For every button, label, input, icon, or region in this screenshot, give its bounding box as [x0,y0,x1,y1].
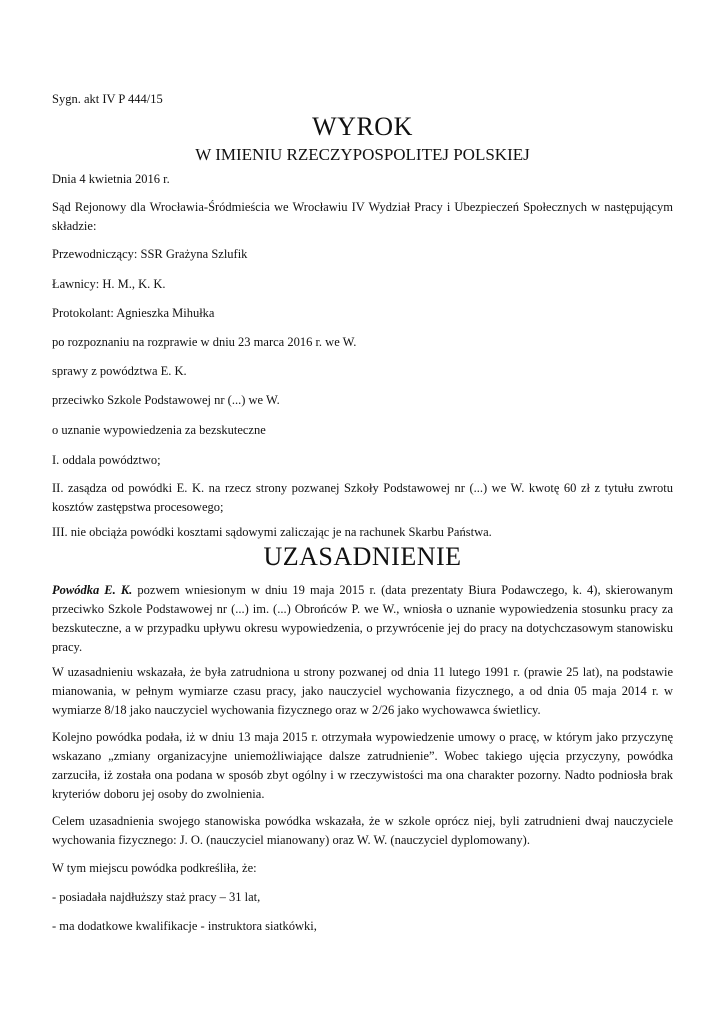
justification-paragraph-3: Kolejno powódka podała, iż w dniu 13 maja 2015 r. otrzymała wypowiedzenie umowy o pracę, w którym jako przyczynę wskazano „zmiany organizacyjne uniemożliwiające dalsze zatrudnienie”. Wobec takiego ujęcia przyczyny, powódka zarzuciła, iż została ona podana w sposób zbyt ogólny i w rzeczywistości ma ona charakter pozorny. Nadto podniosła brak kryteriów doboru jej osoby do zwolnienia. [52,730,673,801]
verdict-title: WYROK [312,112,413,141]
case-defendant: przeciwko Szkole Podstawowej nr (...) we W. [52,393,280,407]
hearing-date: po rozpoznaniu na rozprawie w dniu 23 marca 2016 r. we W. [52,335,357,349]
justification-paragraph-1 [52,581,673,657]
ruling-point-1: I. oddala powództwo; [52,453,161,467]
ruling-point-3: III. nie obciąża powódki kosztami sądowymi zaliczając je na rachunek Skarbu Państwa. [52,525,492,539]
paragraph-1-text: pozwem wniesionym w dniu 19 maja 2015 r. (data prezentaty Biura Podawczego, k. 4), skierowanym przeciwko Szkole Podstawowej nr (...) im. (...) Obrońców P. we W., wniosła o uznanie wypowiedzenia stosunku pracy za bezskuteczne, a w przypadku upływu okresu wypowiedzenia, o przywrócenie jej do pracy na dotychczasowym stanowisku pracy. [52,583,673,654]
verdict-subtitle: W IMIENIU RZECZYPOSPOLITEJ POLSKIEJ [195,145,530,164]
justification-paragraph-5: W tym miejscu powódka podkreśliła, że: [52,861,257,875]
justification-paragraph-2: W uzasadnieniu wskazała, że była zatrudniona u strony pozwanej od dnia 11 lutego 1991 r. (prawie 25 lat), na podstawie mianowania, w pełnym wymiarze czasu pracy, jako nauczyciel wychowania fizycznego, a od dnia 05 maja 2014 r. w wymiarze 8/18 jako nauczyciel wychowania fizycznego oraz w 2/26 jako wychowawca świetlicy. [52,665,673,717]
presiding-judge: Przewodniczący: SSR Grażyna Szlufik [52,247,248,261]
plaintiff-lead: Powódka E. K. [52,583,133,597]
justification-paragraph-4: Celem uzasadnienia swojego stanowiska powódka wskazała, że w szkole oprócz niej, byli zatrudnieni dwaj nauczyciele wychowania fizycznego: J. O. (nauczyciel mianowany) oraz W. W. (nauczyciel dyplomowany). [52,814,673,847]
court-clerk: Protokolant: Agnieszka Mihułka [52,306,215,320]
argument-item-2: - ma dodatkowe kwalifikacje - instruktora siatkówki, [52,919,317,933]
case-plaintiff: sprawy z powództwa E. K. [52,364,187,378]
court-composition: Sąd Rejonowy dla Wrocławia-Śródmieścia we Wrocławiu IV Wydział Pracy i Ubezpieczeń Społecznych w następującym składzie: [52,200,673,233]
lay-judges: Ławnicy: H. M., K. K. [52,277,166,291]
case-subject: o uznanie wypowiedzenia za bezskuteczne [52,423,266,437]
ruling-point-2: II. zasądza od powódki E. K. na rzecz strony pozwanej Szkoły Podstawowej nr (...) we W. kwotę 60 zł z tytułu zwrotu kosztów zastępstwa procesowego; [52,481,673,514]
case-signature: Sygn. akt IV P 444/15 [52,92,163,106]
justification-title: UZASADNIENIE [263,542,462,571]
argument-item-1: - posiadała najdłuższy staż pracy – 31 lat, [52,890,261,904]
verdict-date: Dnia 4 kwietnia 2016 r. [52,172,170,186]
